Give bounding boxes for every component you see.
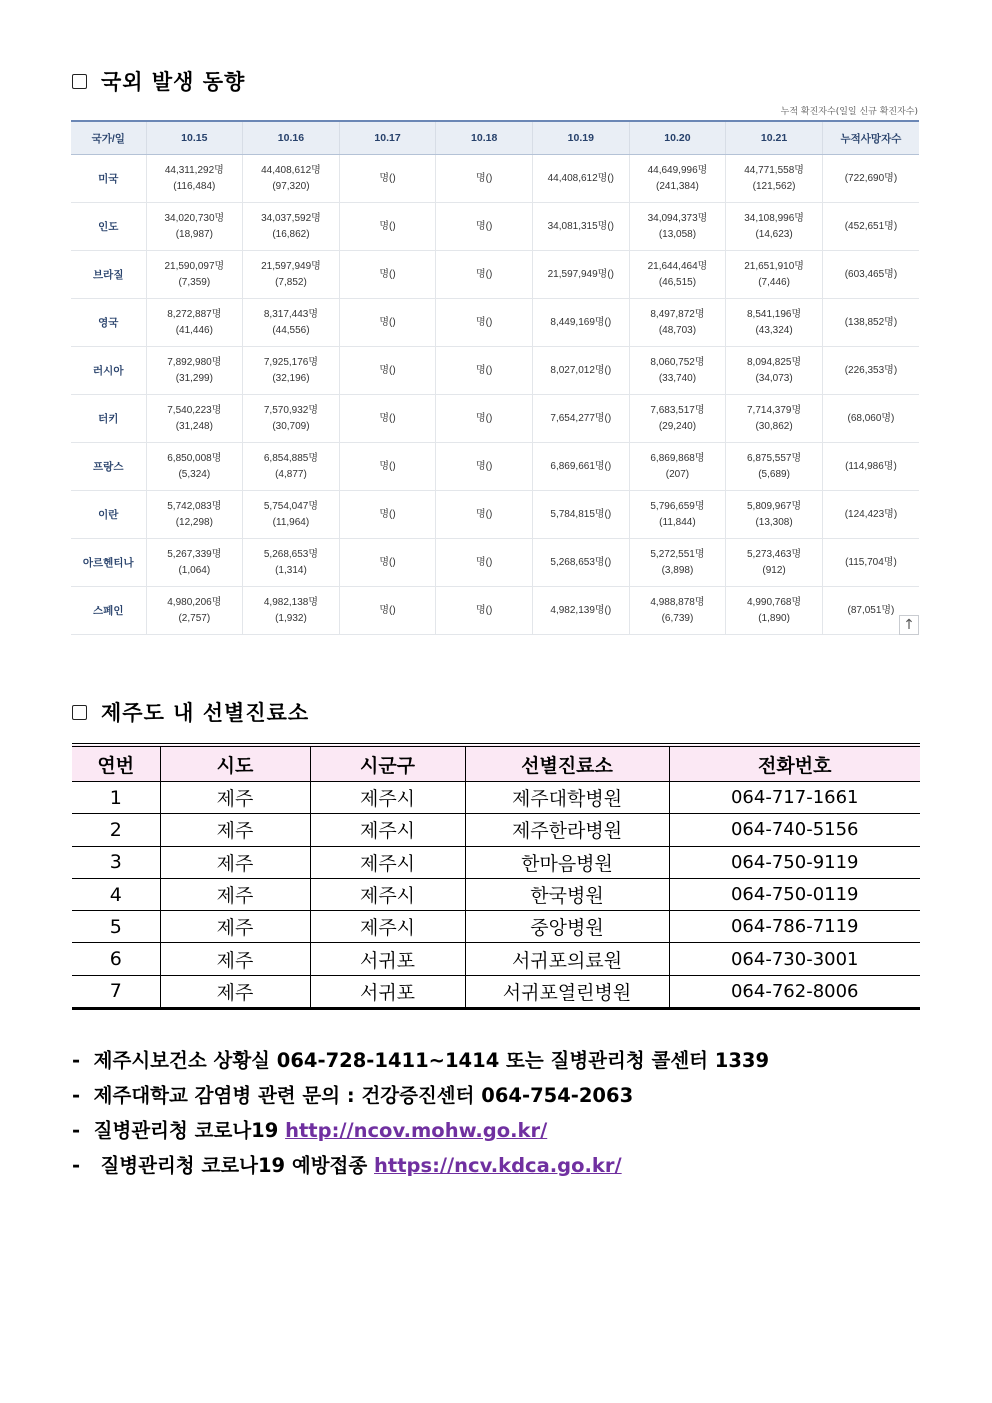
daily-new-count: (912) — [762, 564, 786, 576]
cumulative-count: 6,875,557명 — [746, 452, 802, 464]
daily-new-count: (5,324) — [178, 468, 211, 480]
contact-line — [72, 1078, 769, 1113]
column-header: 10.20 — [629, 121, 726, 155]
cumulative-count: 4,988,878명 — [650, 596, 705, 608]
deaths-cell: (452,651명) — [822, 203, 919, 251]
case-cell — [146, 203, 243, 251]
country-cell: 영국 — [71, 299, 146, 347]
case-cell — [146, 155, 243, 203]
cumulative-count: 44,311,292명 — [164, 164, 224, 176]
deaths-cell: (603,465명) — [822, 251, 919, 299]
cumulative-count: 44,408,612명() — [547, 172, 614, 184]
case-cell — [533, 395, 630, 443]
column-header: 10.18 — [436, 121, 533, 155]
cumulative-count: 명() — [476, 460, 493, 472]
daily-new-count: (1,890) — [758, 612, 790, 624]
daily-new-count: (18,987) — [175, 228, 213, 240]
table-cell: 제주시 — [310, 911, 465, 943]
section-title-global — [72, 66, 245, 96]
case-cell — [146, 395, 243, 443]
table-cell: 한마음병원 — [465, 846, 669, 878]
cumulative-count: 명() — [379, 220, 396, 232]
daily-new-count: (97,320) — [272, 180, 310, 192]
table-cell: 제주 — [160, 782, 310, 814]
scroll-top-icon[interactable]: ↑ — [899, 615, 919, 635]
daily-new-count: (4,877) — [275, 468, 307, 480]
table-cell: 제주시 — [310, 878, 465, 910]
table-cell: 한국병원 — [465, 878, 669, 910]
case-cell — [339, 347, 436, 395]
contact-text: - 제주시보건소 상황실 064-728-1411~1414 또는 질병관리청 콜센터 1339 — [72, 1049, 770, 1072]
daily-new-count: (1,932) — [275, 612, 307, 624]
cumulative-count: 8,027,012명() — [550, 364, 612, 376]
case-cell — [243, 347, 340, 395]
cumulative-count: 34,020,730명 — [164, 212, 225, 224]
case-cell — [436, 587, 533, 635]
cumulative-count: 명() — [476, 316, 493, 328]
section-title-clinics — [72, 697, 309, 727]
cumulative-count: 5,742,083명 — [167, 500, 222, 512]
daily-new-count: (13,308) — [755, 516, 793, 528]
table-cell: 제주시 — [310, 782, 465, 814]
contact-line — [72, 1113, 769, 1148]
cumulative-count: 34,108,996명 — [744, 212, 804, 224]
daily-new-count: (121,562) — [752, 180, 796, 192]
table-cell: 7 — [72, 975, 160, 1008]
table-row — [71, 587, 919, 635]
cumulative-count: 5,809,967명 — [746, 500, 802, 512]
daily-new-count: (6,739) — [661, 612, 694, 624]
case-cell — [533, 299, 630, 347]
table-row — [71, 347, 919, 395]
cumulative-count: 명() — [476, 556, 493, 568]
case-cell — [339, 203, 436, 251]
case-cell — [436, 155, 533, 203]
column-header: 국가/일 — [71, 121, 146, 155]
case-cell — [146, 347, 243, 395]
column-header: 전화번호 — [669, 745, 920, 782]
case-cell — [339, 395, 436, 443]
case-cell — [146, 539, 243, 587]
cumulative-count: 8,094,825명 — [746, 356, 802, 368]
deaths-cell: (124,423명) — [822, 491, 919, 539]
table-row — [71, 395, 919, 443]
table-cell: 서귀포열린병원 — [465, 975, 669, 1008]
cumulative-count: 34,081,315명() — [547, 220, 614, 232]
cumulative-count: 7,654,277명() — [550, 412, 612, 424]
daily-new-count: (5,689) — [758, 468, 790, 480]
country-cell: 브라질 — [71, 251, 146, 299]
deaths-cell: (115,704명) — [822, 539, 919, 587]
case-cell — [146, 251, 243, 299]
case-cell — [436, 299, 533, 347]
country-cell: 프랑스 — [71, 443, 146, 491]
daily-new-count: (33,740) — [658, 372, 697, 384]
case-cell — [726, 251, 823, 299]
cumulative-count: 5,267,339명 — [167, 548, 222, 560]
case-cell — [629, 443, 726, 491]
contact-text: - 질병관리청 코로나19 — [72, 1119, 286, 1142]
deaths-cell: (114,986명) — [822, 443, 919, 491]
cumulative-count: 6,869,661명() — [550, 460, 612, 472]
cumulative-count: 명() — [476, 364, 493, 376]
country-cell: 이란 — [71, 491, 146, 539]
cumulative-count: 명() — [476, 412, 493, 424]
cumulative-count: 44,649,996명 — [647, 164, 708, 176]
daily-new-count: (31,299) — [175, 372, 213, 384]
case-cell — [533, 491, 630, 539]
case-cell — [533, 251, 630, 299]
case-cell — [726, 395, 823, 443]
case-cell — [629, 587, 726, 635]
daily-new-count: (207) — [665, 468, 690, 480]
cumulative-count: 4,982,139명() — [550, 604, 612, 616]
daily-new-count: (48,703) — [658, 324, 697, 336]
cumulative-count: 7,540,223명 — [167, 404, 222, 416]
cumulative-count: 4,982,138명 — [263, 596, 319, 608]
section-title-text: 국외 발생 동향 — [101, 70, 246, 94]
table-row — [71, 299, 919, 347]
deaths-cell: (722,690명) — [822, 155, 919, 203]
column-header: 10.15 — [146, 121, 243, 155]
daily-new-count: (3,898) — [661, 564, 694, 576]
table-row — [71, 251, 919, 299]
case-cell — [726, 539, 823, 587]
case-cell — [629, 299, 726, 347]
cumulative-count: 5,268,653명 — [263, 548, 319, 560]
daily-new-count: (241,384) — [656, 180, 699, 192]
case-cell — [629, 491, 726, 539]
phone-cell: 064-740-5156 — [669, 814, 920, 846]
contact-link[interactable]: http://ncov.mohw.go.kr/ — [285, 1119, 548, 1142]
column-header: 시도 — [160, 745, 310, 782]
table-cell: 서귀포의료원 — [465, 943, 669, 975]
daily-new-count: (7,359) — [178, 276, 211, 288]
cumulative-count: 6,854,885명 — [263, 452, 319, 464]
deaths-cell: (138,852명) — [822, 299, 919, 347]
table-row — [71, 203, 919, 251]
column-header: 선별진료소 — [465, 745, 669, 782]
table-cell: 서귀포 — [310, 975, 465, 1008]
table-cell: 4 — [72, 878, 160, 910]
column-header: 연번 — [72, 745, 160, 782]
case-cell — [146, 443, 243, 491]
cumulative-count: 5,754,047명 — [263, 500, 319, 512]
daily-new-count: (13,058) — [658, 228, 697, 240]
phone-cell: 064-750-9119 — [669, 846, 920, 878]
case-cell — [629, 251, 726, 299]
case-cell — [533, 203, 630, 251]
case-cell — [436, 443, 533, 491]
case-cell — [243, 251, 340, 299]
country-cell: 미국 — [71, 155, 146, 203]
case-cell — [146, 491, 243, 539]
case-cell — [146, 299, 243, 347]
case-cell — [339, 539, 436, 587]
cumulative-count: 명() — [476, 268, 493, 280]
case-cell — [243, 155, 340, 203]
case-cell — [339, 251, 436, 299]
case-cell — [339, 299, 436, 347]
column-header: 10.17 — [339, 121, 436, 155]
case-cell — [726, 347, 823, 395]
daily-new-count: (29,240) — [658, 420, 697, 432]
table-row — [72, 943, 920, 975]
cumulative-count: 5,784,815명() — [550, 508, 612, 520]
table-row — [71, 443, 919, 491]
case-cell — [726, 203, 823, 251]
daily-new-count: (7,852) — [275, 276, 307, 288]
cumulative-count: 명() — [379, 508, 396, 520]
cumulative-count: 명() — [379, 412, 396, 424]
case-cell — [726, 491, 823, 539]
cumulative-count: 명() — [379, 268, 396, 280]
phone-cell: 064-730-3001 — [669, 943, 920, 975]
table-cell: 제주 — [160, 975, 310, 1008]
table-cell: 서귀포 — [310, 943, 465, 975]
cumulative-count: 34,094,373명 — [647, 212, 708, 224]
case-cell — [629, 395, 726, 443]
cumulative-count: 명() — [379, 604, 396, 616]
daily-new-count: (46,515) — [658, 276, 697, 288]
table-row — [71, 155, 919, 203]
cumulative-count: 명() — [379, 364, 396, 376]
cumulative-count: 34,037,592명 — [261, 212, 321, 224]
case-cell — [243, 203, 340, 251]
daily-new-count: (32,196) — [272, 372, 310, 384]
column-header: 누적사망자수 — [822, 121, 919, 155]
cumulative-count: 명() — [379, 556, 396, 568]
contact-list — [72, 1043, 769, 1183]
case-cell — [436, 491, 533, 539]
daily-new-count: (16,862) — [272, 228, 310, 240]
table-cell: 5 — [72, 911, 160, 943]
daily-new-count: (30,862) — [755, 420, 793, 432]
daily-new-count: (7,446) — [758, 276, 790, 288]
daily-new-count: (2,757) — [178, 612, 211, 624]
country-cell: 스페인 — [71, 587, 146, 635]
table-row — [72, 878, 920, 910]
country-cell: 러시아 — [71, 347, 146, 395]
cumulative-count: 8,272,887명 — [167, 308, 222, 320]
table-cell: 중앙병원 — [465, 911, 669, 943]
country-cell: 인도 — [71, 203, 146, 251]
table-cell: 제주 — [160, 911, 310, 943]
global-cases-table — [71, 120, 919, 635]
case-cell — [726, 299, 823, 347]
daily-new-count: (1,064) — [178, 564, 211, 576]
cumulative-count: 21,597,949명 — [261, 260, 321, 272]
cumulative-count: 8,497,872명 — [650, 308, 705, 320]
table-cell: 3 — [72, 846, 160, 878]
country-cell: 터키 — [71, 395, 146, 443]
cumulative-count: 7,683,517명 — [650, 404, 705, 416]
cumulative-count: 8,449,169명() — [550, 316, 612, 328]
case-cell — [629, 155, 726, 203]
daily-new-count: (12,298) — [175, 516, 213, 528]
case-cell — [726, 587, 823, 635]
column-header: 10.19 — [533, 121, 630, 155]
cumulative-count: 명() — [379, 316, 396, 328]
cumulative-count: 21,590,097명 — [164, 260, 225, 272]
table-cell: 제주시 — [310, 814, 465, 846]
table-row — [72, 846, 920, 878]
case-cell — [629, 203, 726, 251]
cumulative-count: 8,317,443명 — [263, 308, 319, 320]
daily-new-count: (14,623) — [755, 228, 793, 240]
case-cell — [243, 443, 340, 491]
cumulative-count: 5,268,653명() — [550, 556, 612, 568]
cumulative-count: 명() — [476, 604, 493, 616]
table-cell: 제주 — [160, 878, 310, 910]
clinic-table — [72, 743, 920, 1010]
cumulative-count: 명() — [476, 172, 493, 184]
contact-link[interactable]: https://ncv.kdca.go.kr/ — [374, 1154, 622, 1177]
table-cell: 제주대학병원 — [465, 782, 669, 814]
daily-new-count: (11,844) — [659, 516, 696, 528]
cumulative-count: 44,408,612명 — [261, 164, 321, 176]
cumulative-count: 7,714,379명 — [746, 404, 802, 416]
daily-new-count: (31,248) — [175, 420, 213, 432]
case-cell — [243, 395, 340, 443]
daily-new-count: (34,073) — [755, 372, 793, 384]
cumulative-count: 5,273,463명 — [746, 548, 802, 560]
daily-new-count: (116,484) — [173, 180, 216, 192]
phone-cell: 064-717-1661 — [669, 782, 920, 814]
contact-line — [72, 1148, 769, 1183]
cumulative-count: 7,892,980명 — [167, 356, 222, 368]
deaths-cell: (87,051명) — [822, 587, 919, 635]
daily-new-count: (43,324) — [755, 324, 793, 336]
case-cell — [436, 347, 533, 395]
table-cell: 제주 — [160, 943, 310, 975]
cumulative-count: 명() — [379, 172, 396, 184]
deaths-cell: (226,353명) — [822, 347, 919, 395]
case-cell — [436, 539, 533, 587]
case-cell — [146, 587, 243, 635]
table-cell: 제주한라병원 — [465, 814, 669, 846]
table-cell: 제주 — [160, 814, 310, 846]
contact-text: - 제주대학교 감염병 관련 문의 : 건강증진센터 064-754-2063 — [72, 1084, 634, 1107]
case-cell — [339, 491, 436, 539]
cumulative-count: 명() — [379, 460, 396, 472]
checkbox-icon — [72, 74, 87, 89]
case-cell — [243, 491, 340, 539]
cumulative-count: 4,990,768명 — [746, 596, 802, 608]
table-row — [72, 782, 920, 814]
case-cell — [339, 443, 436, 491]
checkbox-icon — [72, 705, 87, 720]
case-cell — [436, 395, 533, 443]
cumulative-count: 5,272,551명 — [650, 548, 705, 560]
cumulative-count: 5,796,659명 — [650, 500, 705, 512]
cumulative-count: 44,771,558명 — [744, 164, 804, 176]
case-cell — [533, 443, 630, 491]
phone-cell: 064-750-0119 — [669, 878, 920, 910]
case-cell — [726, 155, 823, 203]
cumulative-count: 6,850,008명 — [167, 452, 222, 464]
contact-line — [72, 1043, 769, 1078]
table-cell: 6 — [72, 943, 160, 975]
country-cell: 아르헨티나 — [71, 539, 146, 587]
cumulative-count: 명() — [476, 220, 493, 232]
table-row — [72, 911, 920, 943]
case-cell — [533, 155, 630, 203]
table-note: 누적 확진자수(일일 신규 확진자수) — [780, 107, 918, 117]
contact-text: - 질병관리청 코로나19 예방접종 — [72, 1154, 375, 1177]
case-cell — [629, 347, 726, 395]
cumulative-count: 8,060,752명 — [650, 356, 705, 368]
daily-new-count: (1,314) — [275, 564, 307, 576]
cumulative-count: 명() — [476, 508, 493, 520]
case-cell — [243, 539, 340, 587]
table-cell: 2 — [72, 814, 160, 846]
table-row — [72, 814, 920, 846]
case-cell — [726, 443, 823, 491]
cumulative-count: 7,925,176명 — [263, 356, 319, 368]
cumulative-count: 4,980,206명 — [167, 596, 222, 608]
column-header: 시군구 — [310, 745, 465, 782]
case-cell — [533, 587, 630, 635]
case-cell — [339, 587, 436, 635]
daily-new-count: (11,964) — [272, 516, 310, 528]
case-cell — [436, 251, 533, 299]
table-row — [71, 491, 919, 539]
column-header: 10.16 — [243, 121, 340, 155]
table-row — [71, 539, 919, 587]
cumulative-count: 6,869,868명 — [650, 452, 705, 464]
case-cell — [339, 155, 436, 203]
column-header: 10.21 — [726, 121, 823, 155]
phone-cell: 064-786-7119 — [669, 911, 920, 943]
table-cell: 제주시 — [310, 846, 465, 878]
cumulative-count: 21,644,464명 — [647, 260, 708, 272]
case-cell — [436, 203, 533, 251]
daily-new-count: (30,709) — [272, 420, 310, 432]
case-cell — [243, 299, 340, 347]
daily-new-count: (44,556) — [272, 324, 310, 336]
case-cell — [533, 347, 630, 395]
cumulative-count: 8,541,196명 — [746, 308, 802, 320]
cumulative-count: 21,597,949명() — [547, 268, 614, 280]
case-cell — [629, 539, 726, 587]
table-cell: 제주 — [160, 846, 310, 878]
cumulative-count: 7,570,932명 — [263, 404, 319, 416]
case-cell — [243, 587, 340, 635]
daily-new-count: (41,446) — [175, 324, 213, 336]
section-title-text: 제주도 내 선별진료소 — [101, 701, 310, 725]
phone-cell: 064-762-8006 — [669, 975, 920, 1008]
deaths-cell: (68,060명) — [822, 395, 919, 443]
case-cell — [533, 539, 630, 587]
table-cell: 1 — [72, 782, 160, 814]
table-row — [72, 975, 920, 1008]
cumulative-count: 21,651,910명 — [744, 260, 804, 272]
